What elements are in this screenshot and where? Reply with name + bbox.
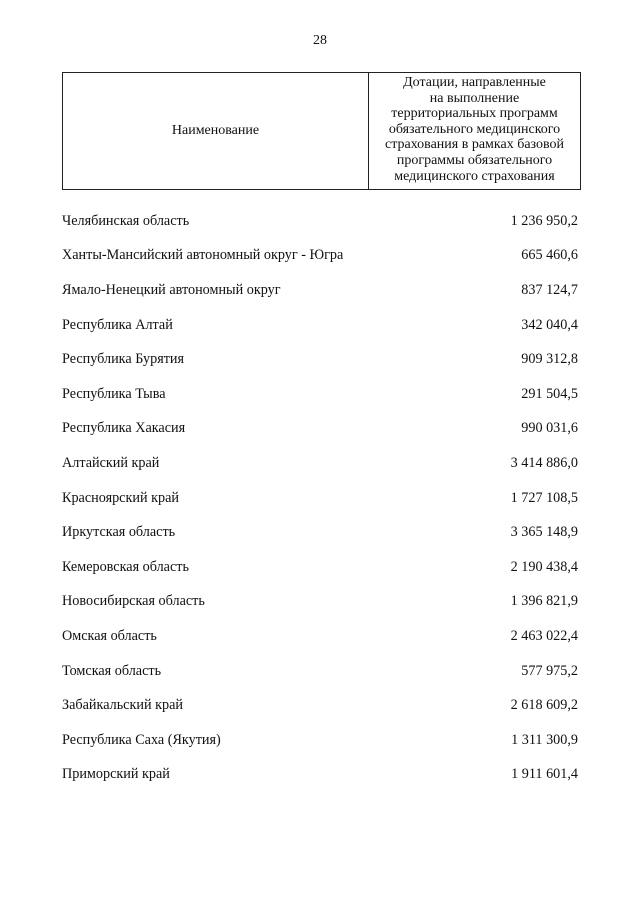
table-body: [62, 204, 578, 792]
header-value-line: программы обязательного: [396, 152, 553, 168]
column-header-name: Наименование: [63, 73, 369, 189]
table-row: [62, 342, 578, 377]
region-name: Красноярский край: [62, 489, 179, 506]
subsidy-value: 1 236 950,2: [510, 212, 578, 229]
table-row: [62, 585, 578, 620]
region-name: Новосибирская область: [62, 593, 205, 610]
table-row: [62, 723, 578, 758]
region-name: Приморский край: [62, 766, 170, 783]
region-name: Республика Саха (Якутия): [62, 731, 221, 748]
table-row: [62, 377, 578, 412]
subsidy-value: 837 124,7: [521, 281, 578, 298]
region-name: Томская область: [62, 662, 162, 679]
table-row: [62, 239, 578, 274]
table-row: [62, 446, 578, 481]
table-row: [62, 204, 578, 239]
region-name: Республика Тыва: [62, 385, 166, 402]
subsidy-value: 3 414 886,0: [510, 454, 578, 471]
region-name: Ханты-Мансийский автономный округ - Югра: [62, 247, 344, 264]
subsidy-value: 990 031,6: [521, 420, 578, 437]
region-name: Омская область: [62, 627, 157, 644]
subsidy-value: 2 463 022,4: [510, 627, 578, 644]
table-row: [62, 308, 578, 343]
subsidy-value: 291 504,5: [521, 385, 578, 402]
header-value-line: обязательного медицинского: [388, 121, 561, 137]
subsidy-value: 1 311 300,9: [511, 731, 578, 748]
table-row: [62, 758, 578, 793]
subsidy-value: 577 975,2: [521, 662, 578, 679]
table-row: [62, 515, 578, 550]
header-value-line: территориальных программ: [391, 106, 558, 122]
table-row: [62, 273, 578, 308]
subsidy-value: 3 365 148,9: [510, 524, 578, 541]
subsidy-value: 342 040,4: [521, 316, 578, 333]
subsidy-value: 909 312,8: [521, 351, 578, 368]
header-value-line: медицинского страхования: [394, 168, 555, 184]
table-row: [62, 654, 578, 689]
header-value-line: страхования в рамках базовой: [384, 137, 565, 153]
table-row: [62, 412, 578, 447]
region-name: Республика Алтай: [62, 316, 173, 333]
region-name: Республика Хакасия: [62, 420, 186, 437]
header-value-line: Дотации, направленные: [403, 75, 546, 90]
subsidy-value: 1 396 821,9: [510, 593, 578, 610]
subsidy-value: 1 727 108,5: [510, 489, 578, 506]
region-name: Алтайский край: [62, 454, 160, 471]
region-name: Забайкальский край: [62, 697, 183, 714]
region-name: Республика Бурятия: [62, 351, 185, 368]
region-name: Иркутская область: [62, 524, 176, 541]
region-name: Кемеровская область: [62, 558, 189, 575]
region-name: Челябинская область: [62, 212, 190, 229]
subsidy-value: 1 911 601,4: [511, 766, 578, 783]
table-row: [62, 481, 578, 516]
header-value-line: на выполнение: [429, 90, 520, 106]
table-row: [62, 619, 578, 654]
region-name: Ямало-Ненецкий автономный округ: [62, 281, 281, 298]
subsidy-value: 665 460,6: [521, 247, 578, 264]
subsidy-value: 2 190 438,4: [510, 558, 578, 575]
column-header-value: [369, 73, 580, 189]
page-number: 28: [313, 33, 327, 48]
table-header: [62, 72, 581, 190]
subsidy-value: 2 618 609,2: [510, 697, 578, 714]
table-row: [62, 688, 578, 723]
table-row: [62, 550, 578, 585]
